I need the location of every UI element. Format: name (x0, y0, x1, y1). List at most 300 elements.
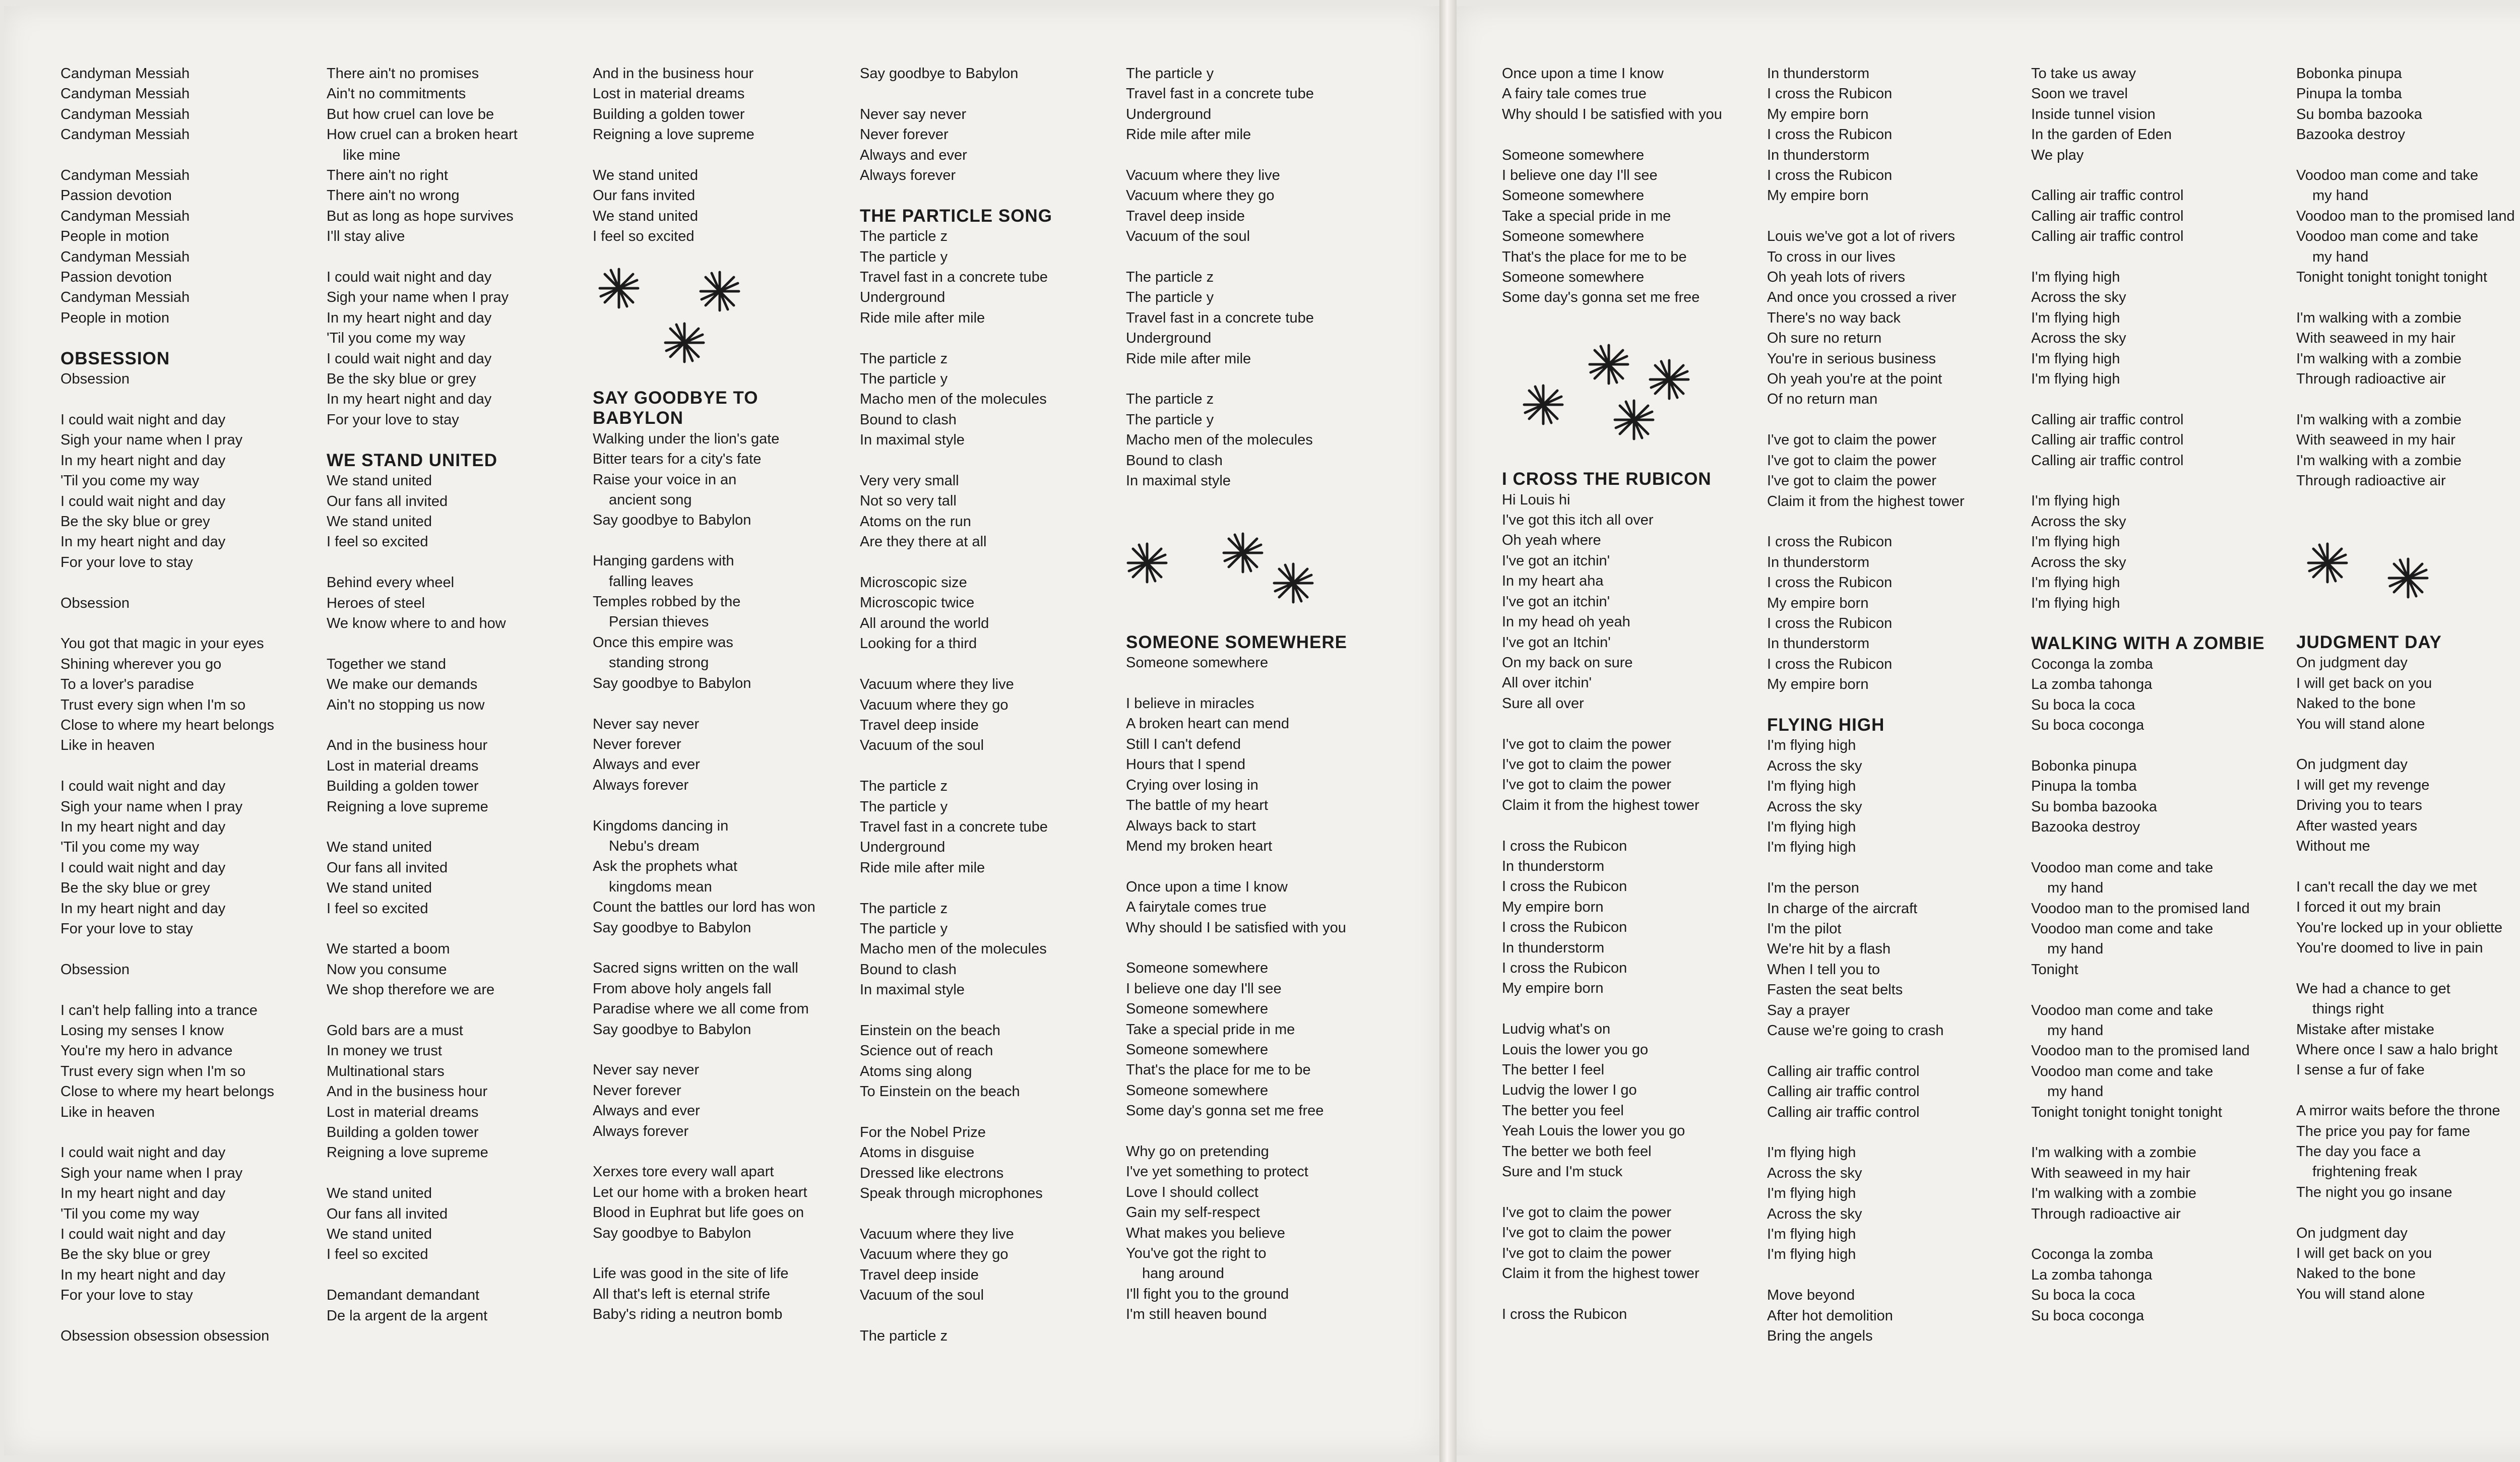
lyric-line: my hand (2312, 248, 2369, 265)
lyric-line: Candyman Messiah (60, 66, 190, 82)
lyric-stanza (1502, 1019, 1759, 1182)
lyric-line: Why should I be satisfied with you (1502, 106, 1722, 122)
lyric-stanza (60, 593, 318, 613)
lyric-line: Travel deep inside (860, 1266, 979, 1283)
lyric-line: Life was good in the site of life (593, 1265, 789, 1282)
lyric-line: Ask the prophets what (593, 858, 737, 875)
lyric-line: I forced it out my brain (2296, 899, 2441, 916)
lyric-line: In thunderstorm (1767, 635, 1870, 652)
lyric-line: Travel deep inside (860, 717, 979, 733)
lyric-line: Mend my broken heart (1126, 838, 1273, 854)
lyric-line: Candyman Messiah (60, 289, 190, 306)
lyric-line: Underground (860, 839, 946, 856)
lyric-line: Once this empire was (593, 634, 733, 651)
lyric-line: Su bomba bazooka (2296, 106, 2422, 122)
lyric-line: Science out of reach (860, 1043, 993, 1059)
lyric-line: On judgment day (2296, 655, 2408, 671)
lyric-line: Bound to clash (860, 961, 957, 978)
lyric-line: falling leaves (609, 573, 694, 590)
lyric-line: Once upon a time I know (1126, 878, 1288, 895)
lyric-line: There ain't no right (327, 167, 448, 184)
lyric-line: Across the sky (2031, 330, 2126, 347)
lyric-line: Someone somewhere (1126, 1001, 1269, 1018)
lyric-stanza (860, 349, 1117, 451)
lyric-line: Reigning a love supreme (327, 798, 488, 815)
lyric-line: Louis the lower you go (1502, 1041, 1649, 1058)
lyric-line: Travel fast in a concrete tube (860, 269, 1048, 286)
lyric-line: Ludvig what's on (1502, 1021, 1611, 1038)
lyric-line: my hand (2047, 941, 2104, 958)
song-title-walking-with-a-zombie: WALKING WITH A ZOMBIE (2031, 633, 2265, 654)
lyric-line: Losing my senses I know (60, 1022, 224, 1039)
lyric-line: I'm flying high (1767, 778, 1856, 795)
lyric-line: I can't help falling into a trance (60, 1002, 258, 1019)
lyric-line: The battle of my heart (1126, 797, 1269, 814)
lyric-stanza (860, 1326, 1117, 1346)
lyric-line: Candyman Messiah (60, 86, 190, 102)
lyric-stanza (2031, 756, 2288, 838)
lyric-line: Be the sky blue or grey (60, 880, 210, 897)
lyric-line: I'm flying high (2031, 493, 2120, 510)
lyric-stanza (860, 573, 1117, 654)
lyric-line: I cross the Rubicon (1502, 919, 1627, 936)
starburst-ornament (593, 267, 850, 368)
lyric-stanza (860, 776, 1117, 878)
starburst-icon (1613, 399, 1655, 441)
lyric-line: Not so very tall (860, 493, 957, 510)
lyric-stanza (1502, 63, 1759, 124)
lyric-line: Shining wherever you go (60, 656, 222, 672)
lyric-line: We stand united (327, 1185, 432, 1202)
lyric-line: Lost in material dreams (327, 1104, 479, 1120)
lyric-stanza (1126, 267, 1383, 369)
lyric-line: I've got to claim the power (1502, 1245, 1671, 1261)
lyric-line: Raise your voice in an (593, 471, 737, 488)
lyric-line: I'm walking with a zombie (2031, 1145, 2196, 1161)
lyric-line: Gain my self-respect (1126, 1204, 1260, 1221)
lyric-line: People in motion (60, 228, 170, 245)
lyric-line: Temples robbed by the (593, 594, 741, 610)
lyric-line: Obsession (60, 961, 130, 978)
lyric-line: standing strong (609, 655, 709, 671)
lyric-line: Never say never (593, 716, 700, 732)
lyric-line: Behind every wheel (327, 575, 455, 591)
lyric-line: Vacuum of the soul (1126, 228, 1250, 245)
lyric-line: Voodoo man to the promised land (2296, 208, 2515, 224)
lyric-line: In my heart night and day (60, 1266, 226, 1283)
lyric-stanza (60, 1142, 318, 1305)
flying-high-lyrics-cont (2031, 63, 2288, 613)
lyric-line: Be the sky blue or grey (327, 371, 476, 388)
lyric-line: I cross the Rubicon (1767, 167, 1893, 184)
lyric-line: We started a boom (327, 941, 450, 958)
lyric-line: Bring the angels (1767, 1328, 1873, 1345)
lyric-stanza (2296, 979, 2520, 1080)
lyric-line: After wasted years (2296, 817, 2418, 834)
obsession-lyrics-cont (327, 63, 584, 430)
lyric-line: Hours that I spend (1126, 756, 1245, 773)
lyric-line: I could wait night and day (60, 1145, 226, 1161)
lyric-stanza (2296, 165, 2520, 287)
lyric-stanza (2296, 754, 2520, 856)
lyric-line: My empire born (1767, 187, 1869, 204)
lyric-line: Very very small (860, 473, 959, 489)
lyric-line: Take a special pride in me (1126, 1021, 1295, 1038)
lyric-line: My empire born (1767, 595, 1869, 611)
lyric-line: And once you crossed a river (1767, 289, 1957, 306)
lyric-line: Louis we've got a lot of rivers (1767, 228, 1956, 245)
lyric-line: I feel so excited (327, 534, 428, 550)
lyric-line: Calling air traffic control (2031, 187, 2184, 204)
lyric-line: Travel fast in a concrete tube (1126, 309, 1314, 326)
lyric-line: I'm walking with a zombie (2296, 411, 2462, 428)
lyric-line: All around the world (860, 615, 989, 631)
lyric-line: Always and ever (593, 756, 700, 773)
lyric-line: I've got to claim the power (1502, 756, 1671, 773)
lyric-stanza (2031, 654, 2288, 736)
lyric-line: Close to where my heart belongs (60, 1084, 274, 1100)
lyric-stanza (860, 226, 1117, 328)
starburst-ornament (1502, 328, 1759, 449)
lyric-line: You've got the right to (1126, 1245, 1267, 1261)
lyric-line: I could wait night and day (327, 269, 492, 286)
lyric-stanza (593, 1162, 850, 1243)
lyric-line: Always forever (593, 1123, 689, 1139)
lyric-line: Across the sky (1767, 798, 1862, 815)
lyric-line: Calling air traffic control (2031, 228, 2184, 245)
lyric-line: I cross the Rubicon (1502, 960, 1627, 976)
lyric-line: My empire born (1767, 106, 1869, 122)
lyric-stanza (1126, 1141, 1383, 1325)
lyric-line: Still I can't defend (1126, 736, 1241, 752)
lyric-line: In my heart night and day (327, 309, 492, 326)
zombie-lyrics-cont (2296, 63, 2520, 491)
lyric-line: ancient song (609, 492, 692, 508)
lyric-line: Bound to clash (860, 411, 957, 428)
lyric-line: 'Til you come my way (327, 330, 466, 347)
lyric-line: In maximal style (860, 982, 965, 998)
lyric-line: I believe one day I'll see (1502, 167, 1658, 184)
lyric-line: Say goodbye to Babylon (593, 1225, 751, 1241)
lyric-line: Claim it from the highest tower (1502, 797, 1699, 813)
song-title-i-cross-the-rubicon: I CROSS THE RUBICON (1502, 469, 1712, 489)
lyric-line: I've got to claim the power (1502, 777, 1671, 793)
lyric-line: Say goodbye to Babylon (593, 675, 751, 691)
lyric-stanza (1767, 226, 2024, 410)
lyric-line: Across the sky (2031, 513, 2126, 530)
lyric-line: Pinupa la tomba (2296, 86, 2402, 102)
lyric-line: When I tell you to (1767, 961, 1880, 978)
lyric-stanza (2031, 1142, 2288, 1224)
lyric-line: Mistake after mistake (2296, 1021, 2434, 1038)
lyric-line: Demandant demandant (327, 1287, 480, 1304)
lyric-line: Voodoo man come and take (2296, 167, 2479, 184)
lyric-line: I cross the Rubicon (1502, 1306, 1627, 1322)
lyric-line: kingdoms mean (609, 878, 712, 895)
lyric-line: Hanging gardens with (593, 553, 734, 569)
lyric-line: In my heart night and day (327, 391, 492, 408)
lyric-line: I believe in miracles (1126, 695, 1254, 712)
lyric-line: Calling air traffic control (2031, 208, 2184, 224)
lyric-stanza (860, 1021, 1117, 1102)
lyric-stanza (860, 63, 1117, 84)
lyric-line: We stand united (593, 208, 699, 224)
lyric-line: Once upon a time I know (1502, 66, 1664, 82)
lyric-line: Bitter tears for a city's fate (593, 451, 762, 468)
someone-somewhere-lyrics-cont (1502, 63, 1759, 308)
lyric-line: I've yet something to protect (1126, 1164, 1308, 1180)
lyric-line: We're hit by a flash (1767, 941, 1891, 958)
lyric-line: Building a golden tower (327, 778, 479, 795)
lyric-line: Lost in material dreams (327, 757, 479, 774)
lyric-line: I've got an Itchin' (1502, 634, 1611, 651)
lyric-line: On judgment day (2296, 756, 2408, 773)
lyric-line: Sure and I'm stuck (1502, 1164, 1623, 1180)
lyric-line: With seaweed in my hair (2296, 330, 2455, 347)
lyric-line: Where once I saw a halo bright (2296, 1041, 2498, 1058)
lyric-line: You got that magic in your eyes (60, 635, 264, 652)
lyric-line: Oh yeah you're at the point (1767, 371, 1942, 388)
lyric-line: Say goodbye to Babylon (593, 512, 751, 529)
lyric-stanza (60, 633, 318, 755)
lyric-line: my hand (2047, 880, 2104, 897)
lyric-stanza (60, 410, 318, 573)
lyric-line: my hand (2047, 1022, 2104, 1039)
lyric-line: Bazooka destroy (2031, 818, 2140, 835)
lyric-line: 'Til you come my way (60, 473, 200, 489)
intro-lyrics (60, 63, 318, 328)
lyric-line: I feel so excited (593, 228, 695, 245)
lyric-line: I feel so excited (327, 900, 428, 917)
song-title-the-particle-song: THE PARTICLE SONG (860, 206, 1052, 226)
lyric-line: I could wait night and day (60, 1226, 226, 1243)
lyric-line: Trust every sign when I'm so (60, 1063, 246, 1079)
lyric-stanza (1502, 836, 1759, 999)
lyric-line: I'm the person (1767, 880, 1859, 897)
lyric-line (60, 145, 318, 165)
lyric-line: I will get back on you (2296, 1245, 2432, 1261)
lyric-line: Su bomba bazooka (2031, 798, 2157, 815)
lyric-line: I feel so excited (327, 1246, 428, 1263)
lyric-line: The particle y (860, 248, 948, 265)
lyric-line: Claim it from the highest tower (1502, 1265, 1699, 1282)
lyric-line: You're in serious business (1767, 350, 1936, 367)
lyric-line: frightening freak (2312, 1164, 2417, 1180)
lyric-line: In thunderstorm (1502, 939, 1605, 956)
lyric-line: To cross in our lives (1767, 248, 1896, 265)
lyric-line: Let our home with a broken heart (593, 1184, 807, 1200)
lyric-line: And in the business hour (327, 737, 488, 754)
lyric-stanza (2031, 267, 2288, 389)
song-title-obsession: OBSESSION (60, 348, 170, 368)
lyric-line: Candyman Messiah (60, 248, 190, 265)
lyric-line: Sacred signs written on the wall (593, 960, 798, 977)
starburst-icon (1588, 343, 1630, 386)
lyric-stanza (1502, 490, 1759, 714)
lyric-line: Candyman Messiah (60, 208, 190, 224)
lyric-line: I could wait night and day (60, 859, 226, 876)
lyric-stanza (60, 1326, 318, 1346)
lyric-line: How cruel can a broken heart (327, 126, 518, 143)
lyric-line: We play (2031, 147, 2084, 163)
lyric-line: Cause we're going to crash (1767, 1023, 1944, 1039)
lyric-line: Someone somewhere (1126, 655, 1269, 671)
lyric-line: The particle y (860, 920, 948, 937)
lyric-line: Baby's riding a neutron bomb (593, 1306, 783, 1323)
lyric-line: In my heart night and day (60, 534, 226, 550)
starburst-ornament (1126, 512, 1383, 612)
lyric-line: There ain't no promises (327, 66, 479, 82)
lyric-line: I've got to claim the power (1767, 452, 1936, 469)
lyric-line: Travel fast in a concrete tube (860, 818, 1048, 835)
lyric-line: Coconga la zomba (2031, 656, 2153, 672)
lyric-stanza (1767, 430, 2024, 512)
lyric-line: Gold bars are a must (327, 1022, 463, 1039)
lyric-stanza (1126, 693, 1383, 856)
lyric-line: Ride mile after mile (1126, 350, 1251, 367)
starburst-icon (1126, 542, 1168, 584)
particle-song-lyrics-cont (1126, 63, 1383, 491)
lyric-line: We stand united (327, 473, 432, 489)
lyric-line: Vacuum where they go (1126, 187, 1275, 204)
lyric-line: Never forever (860, 126, 949, 143)
lyric-line: Travel fast in a concrete tube (1126, 86, 1314, 102)
lyric-line: Atoms on the run (860, 513, 971, 530)
lyric-line: I believe one day I'll see (1126, 980, 1282, 997)
lyric-stanza (593, 63, 850, 145)
lyric-line: Through radioactive air (2296, 371, 2446, 388)
rubicon-lyrics-cont (1767, 63, 2024, 695)
lyric-line: Never say never (593, 1062, 700, 1078)
lyric-stanza (2031, 491, 2288, 613)
lyric-line: But as long as hope survives (327, 208, 514, 224)
lyric-line: I'm walking with a zombie (2296, 452, 2462, 469)
lyric-line: Calling air traffic control (2031, 411, 2184, 428)
lyric-line: Sigh your name when I pray (60, 798, 243, 815)
lyric-line: Never forever (593, 736, 681, 752)
lyric-line: Naked to the bone (2296, 1265, 2416, 1282)
lyric-line: I'll stay alive (327, 228, 405, 245)
lyric-line: Like in heaven (60, 1104, 155, 1120)
lyric-line: Our fans all invited (327, 859, 448, 876)
lyric-line: A broken heart can mend (1126, 716, 1290, 732)
lyric-line: You're my hero in advance (60, 1043, 233, 1059)
lyric-stanza (860, 1224, 1117, 1306)
lyric-line: I cross the Rubicon (1502, 838, 1627, 854)
lyric-line: Voodoo man come and take (2031, 920, 2214, 937)
lyric-line: Su boca coconga (2031, 1307, 2145, 1324)
lyric-stanza (1126, 165, 1383, 247)
left-col-5 (1126, 63, 1383, 1345)
lyric-line: All that's left is eternal strife (593, 1286, 771, 1302)
lyric-line: In my heart aha (1502, 573, 1604, 590)
lyric-line: For the Nobel Prize (860, 1124, 986, 1140)
lyric-line: Tonight tonight tonight tonight (2296, 269, 2487, 286)
lyric-line: That's the place for me to be (1126, 1062, 1311, 1078)
lyric-line: 'Til you come my way (60, 1205, 200, 1222)
lyric-line: Lost in material dreams (593, 86, 745, 102)
lyric-line: Always back to start (1126, 817, 1256, 834)
obsession-lyrics (60, 369, 318, 1346)
lyric-line: The better I feel (1502, 1061, 1605, 1078)
right-col-4 (2296, 63, 2520, 1325)
lyric-line: In maximal style (860, 432, 965, 449)
lyric-stanza (60, 369, 318, 389)
lyric-line: I cross the Rubicon (1767, 615, 1893, 631)
lyric-line: Yeah Louis the lower you go (1502, 1123, 1685, 1139)
lyric-line: I'm flying high (1767, 818, 1856, 835)
lyric-line: There's no way back (1767, 309, 1901, 326)
lyric-line: Underground (1126, 106, 1212, 122)
lyric-line: Voodoo man come and take (2031, 859, 2214, 876)
lyric-line: Ludvig the lower I go (1502, 1082, 1637, 1099)
lyric-line: Pinupa la tomba (2031, 778, 2137, 795)
lyric-line: I cross the Rubicon (1767, 575, 1893, 591)
lyric-line: The better you feel (1502, 1102, 1624, 1119)
lyric-line: Ride mile after mile (1126, 126, 1251, 143)
lyric-stanza (327, 1183, 584, 1265)
lyric-line: I'm walking with a zombie (2031, 1185, 2196, 1202)
lyric-line: In charge of the aircraft (1767, 900, 1918, 917)
lyric-stanza (593, 1263, 850, 1324)
lyric-line: The particle z (1126, 269, 1214, 286)
lyric-line: Tonight tonight tonight tonight (2031, 1104, 2222, 1120)
lyric-line: Building a golden tower (327, 1124, 479, 1140)
lyric-line: The particle z (860, 350, 948, 367)
lyric-stanza (2296, 63, 2520, 145)
lyric-line: I cross the Rubicon (1767, 534, 1893, 550)
lyric-line: Atoms sing along (860, 1063, 972, 1079)
lyric-stanza (2031, 858, 2288, 980)
lyric-line: The particle y (1126, 411, 1214, 428)
lyric-line: To a lover's paradise (60, 676, 195, 693)
lyric-line: For your love to stay (327, 411, 459, 428)
lyric-line: Of no return man (1767, 391, 1878, 408)
lyric-line: Sigh your name when I pray (60, 432, 243, 449)
lyric-stanza (1502, 1304, 1759, 1324)
lyric-stanza (327, 63, 584, 247)
lyric-line: Underground (860, 289, 946, 306)
lyric-line: I've got an itchin' (1502, 593, 1610, 610)
lyric-line: Across the sky (1767, 1205, 1862, 1222)
lyric-stanza (860, 1122, 1117, 1204)
lyric-line: Say goodbye to Babylon (593, 919, 751, 936)
lyric-line: Be the sky blue or grey (60, 513, 210, 530)
lyric-line: I'm flying high (1767, 1185, 1856, 1202)
lyric-line: I've got to claim the power (1502, 1204, 1671, 1221)
lyric-line: Xerxes tore every wall apart (593, 1164, 774, 1180)
lyric-line: Kingdoms dancing in (593, 817, 729, 834)
lyric-line: my hand (2312, 187, 2369, 204)
lyric-line: The particle z (860, 900, 948, 917)
lyric-line: Dressed like electrons (860, 1165, 1004, 1181)
lyric-line: Voodoo man come and take (2296, 228, 2479, 245)
lyric-stanza (593, 714, 850, 796)
lyric-stanza (1767, 1285, 2024, 1346)
lyric-line: Su boca la coca (2031, 1287, 2135, 1304)
starburst-icon (663, 322, 706, 364)
lyric-line: I've got to claim the power (1502, 736, 1671, 752)
lyric-line: I sense a fur of fake (2296, 1062, 2425, 1078)
lyric-line: I've got to claim the power (1502, 1225, 1671, 1241)
lyric-stanza (1126, 389, 1383, 491)
lyric-line: Inside tunnel vision (2031, 106, 2156, 122)
lyric-line: After hot demolition (1767, 1307, 1893, 1324)
lyric-line: But how cruel can love be (327, 106, 494, 122)
lyric-stanza (2031, 1000, 2288, 1122)
lyric-stanza (1767, 1061, 2024, 1122)
lyric-line: The particle y (1126, 289, 1214, 306)
